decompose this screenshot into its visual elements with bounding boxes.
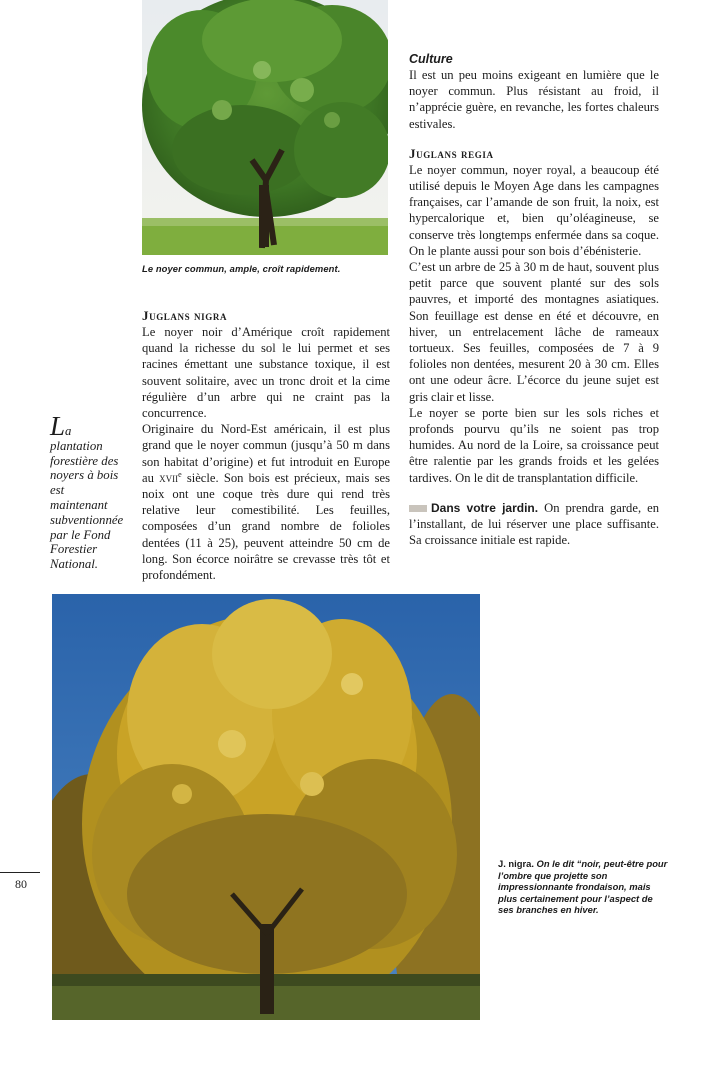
juglans-regia-paragraph-3: Le noyer se porte bien sur les sols riches et profonds pourvu qu’ils ne soient pas trop humides. Au nord de la Loire, sa croissance peut être ralentie par les grands froids et les gelées tardives. On le dit de transplantation difficile. — [409, 405, 659, 485]
spacer — [409, 486, 659, 500]
top-photo-caption: Le noyer commun, ample, croît rapidement. — [142, 263, 341, 274]
page-number-rule — [0, 872, 40, 873]
bottom-photo-caption — [498, 858, 668, 916]
juglans-regia-paragraph-1: Le noyer commun, noyer royal, a beaucoup été utilisé depuis le Moyen Age dans les campagnes françaises, car l’amande de son fruit, la noix, est hypercalorique et, bien qu’oléagineuse, se conserve très longtemps enfermée dans sa coque. On le plante aussi pour son bois d’ébénisterie. — [409, 162, 659, 258]
culture-heading: Culture — [409, 52, 453, 66]
nigra-century-sup: e — [178, 469, 182, 479]
juglans-regia-heading: Juglans regia — [409, 145, 494, 161]
spacer — [409, 132, 659, 146]
caption-bottom-text: On le dit “noir, peut-être pour l’ombre que projette son impressionnante frondaison, mais plus certainement pour l’aspect de ses branches en hiver. — [498, 858, 668, 916]
black-walnut-photo — [52, 594, 480, 1020]
culture-paragraph: Il est un peu moins exigeant en lumière que le noyer commun. Plus résistant au froid, il n’apprécie guère, en revanche, les fortes chaleurs estivales. — [409, 68, 659, 131]
common-walnut-illustration — [142, 0, 388, 255]
jardin-text: On prendra garde, en l’installant, de lui réserver une place suffisante. Sa croissance initiale est rapide. — [409, 500, 659, 548]
common-walnut-photo — [142, 0, 388, 255]
page-number: 80 — [15, 877, 27, 891]
juglans-nigra-paragraph-2 — [142, 421, 390, 583]
sidebar-note — [50, 411, 124, 572]
right-column — [409, 51, 659, 548]
nigra-century: xvii — [159, 470, 179, 485]
section-marker-icon — [409, 505, 427, 512]
juglans-nigra-paragraph-1: Le noyer noir d’Amérique croît rapidement quand la richesse du sol le lui permet et ses racines émettant une substance toxique, il est souvent solitaire, avec un tronc droit et la cime régulière d’un arbre qui ne craint pas la concurrence. — [142, 325, 390, 421]
juglans-regia-paragraph-2: C’est un arbre de 25 à 30 m de haut, souvent plus petit parce que souvent planté sur des sols pauvres, et importé des montagnes asiatiques. Son feuillage est dense en été et découvre, en hiver, un entrelacement lâche de rameaux tortueux. Ses feuilles, composées de 7 à 9 folioles non dentées, mesurent 20 à 30 cm. Elles ont une odeur âcre. L’écorce du jeune sujet est gris clair et lisse. — [409, 260, 659, 404]
jardin-lead: Dans votre jardin. — [431, 500, 539, 515]
juglans-nigra-heading: Juglans nigra — [142, 308, 228, 323]
juglans-nigra-section — [142, 308, 390, 583]
caption-bottom-lead: J. nigra. — [498, 858, 534, 869]
sidebar-text: a plantation forestière des noyers à bois est maintenant subventionnée par le Fond Forestier National. — [50, 424, 124, 572]
sidebar-dropcap: L — [50, 411, 66, 441]
jardin-paragraph — [409, 500, 659, 549]
black-walnut-illustration — [52, 594, 480, 1020]
nigra-p2-end: siècle. Son bois est précieux, mais ses noix ont une coque très dure qui rend très relative leur comestibilité. Les feuilles, composées d’un grand nombre de folioles dentées (11 à 25), peuvent atteindre 50 cm de long. Son écorce noirâtre se crevasse très tôt et profondément. — [142, 470, 390, 583]
nigra-p2-start: Originaire du Nord-Est américain, il est plus grand que le noyer commun (jusqu’à 50 m dans son habitat d’origine) et fut introduit en Europe au — [142, 422, 390, 485]
